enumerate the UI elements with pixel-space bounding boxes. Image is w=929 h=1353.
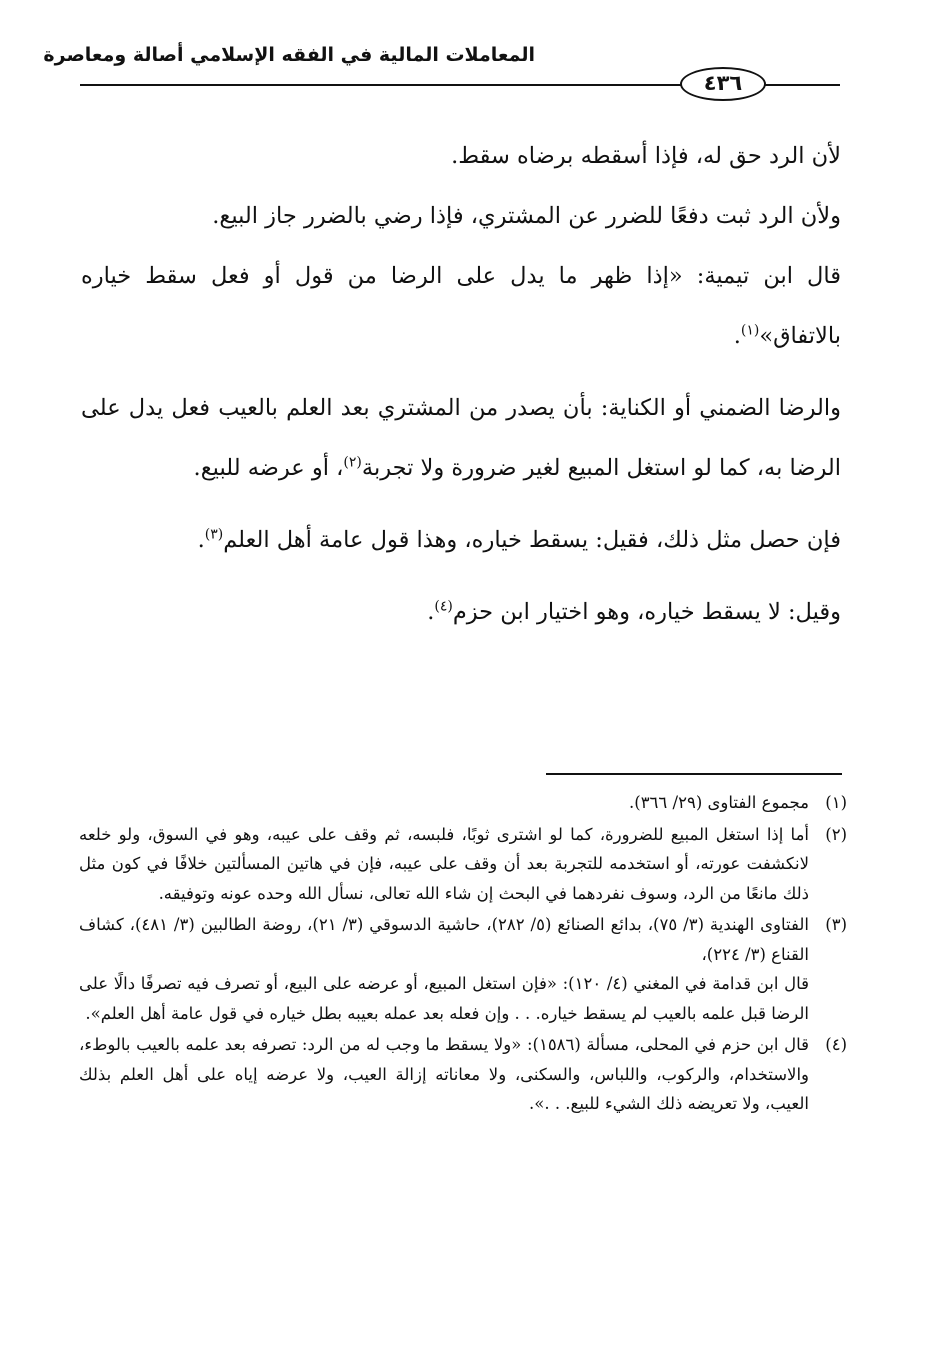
footnote-text: الفتاوى الهندية (٣/ ٧٥)، بدائع الصنائع (٥/ ٢٨٢)، حاشية الدسوقي (٣/ ٢١)، روضة الطالبين (٣/ ٤٨١)، كشاف القناع (٣/ ٢٢٤)، — [79, 915, 809, 964]
footnotes — [79, 788, 847, 1121]
footnote-number: (١) — [825, 793, 847, 812]
footnote-separator — [546, 773, 842, 775]
paragraph-text-end: ، أو عرضه للبيع. — [193, 455, 344, 481]
footnote-text: قال ابن قدامة في المغني (٤/ ١٢٠): «فإن استغل المبيع، أو عرضه على البيع، أو تصرف فيه تصرفًا دالًا على الرضا قبل علمه بالعيب لم يسقط خياره. . . وإن فعله بعد عمله بعيبه بطل خياره في قول عامة أهل العلم». — [79, 974, 809, 1023]
paragraph — [81, 126, 841, 186]
paragraph-text-end: . — [733, 323, 741, 349]
paragraph — [81, 510, 841, 570]
paragraph-text: والرضا الضمني أو الكناية: بأن يصدر من المشتري بعد العلم بالعيب فعل يدل على الرضا به، كما لو استغل المبيع لغير ضرورة ولا تجربة — [81, 395, 841, 481]
footnote-reference[interactable]: (٤) — [434, 598, 453, 615]
footnote-text: مجموع الفتاوى (٢٩/ ٣٦٦). — [629, 793, 809, 812]
paragraph-text: لأن الرد حق له، فإذا أسقطه برضاه سقط. — [451, 143, 841, 169]
footnote-body — [79, 788, 809, 818]
footnote-body — [79, 1030, 809, 1119]
running-header-title: المعاملات المالية في الفقه الإسلامي أصالة ومعاصرة — [43, 44, 535, 66]
footnote-number: (٢) — [825, 824, 847, 844]
footnote-number: (٤) — [825, 1035, 847, 1054]
footnote — [79, 1030, 847, 1119]
paragraph-text: وقيل: لا يسقط خياره، وهو اختيار ابن حزم — [452, 599, 841, 625]
paragraph-text-end: . — [197, 527, 205, 553]
footnote-text: قال ابن حزم في المحلى، مسألة (١٥٨٦): «ولا يسقط ما وجب له من الرد: تصرفه بعد علمه بالعيب بالوطء، والاستخدام، والركوب، واللباس، والسكنى، ولا معاناته إزالة العيب، ولا عرضه إياه على أهل العلم بذلك العيب، ولا تعريضه ذلك الشيء للبيع. . .». — [79, 1035, 809, 1113]
page-number: ٤٣٦ — [680, 67, 766, 101]
paragraph — [81, 378, 841, 498]
paragraph-text-end: . — [427, 599, 435, 625]
footnote-body — [79, 910, 809, 1028]
paragraph-text: قال ابن تيمية: «إذا ظهر ما يدل على الرضا من قول أو فعل سقط خياره بالاتفاق» — [81, 263, 841, 349]
footnote-number: (٣) — [825, 915, 847, 934]
footnote-reference[interactable]: (١) — [740, 322, 760, 339]
main-body-text — [81, 126, 841, 642]
footnote — [79, 910, 847, 1028]
paragraph — [81, 186, 841, 246]
footnote — [79, 788, 847, 818]
footnote-body — [79, 820, 809, 909]
paragraph — [81, 246, 841, 366]
paragraph — [81, 582, 841, 642]
paragraph-text: فإن حصل مثل ذلك، فقيل: يسقط خياره، وهذا قول عامة أهل العلم — [223, 527, 841, 553]
footnote — [79, 820, 847, 909]
footnote-reference[interactable]: (٣) — [204, 526, 224, 543]
footnote-text: أما إذا استغل المبيع للضرورة، كما لو اشترى ثوبًا، فلبسه، ثم وقف على عيبه، وهو في السوق، ولو خلعه لانكشفت عورته، أو استخدمه للتجربة بعد أن وقف على عيبه، فإن في هاتين المسألتين خلافًا في كون مثل ذلك مانعًا من الرد، وسوف نفردهما في البحث إن شاء الله تعالى، نسأل الله وحده عونه وتوفيقه. — [79, 824, 809, 903]
footnote-reference[interactable]: (٢) — [343, 454, 362, 471]
paragraph-text: ولأن الرد ثبت دفعًا للضرر عن المشتري، فإذا رضي بالضرر جاز البيع. — [212, 203, 841, 229]
